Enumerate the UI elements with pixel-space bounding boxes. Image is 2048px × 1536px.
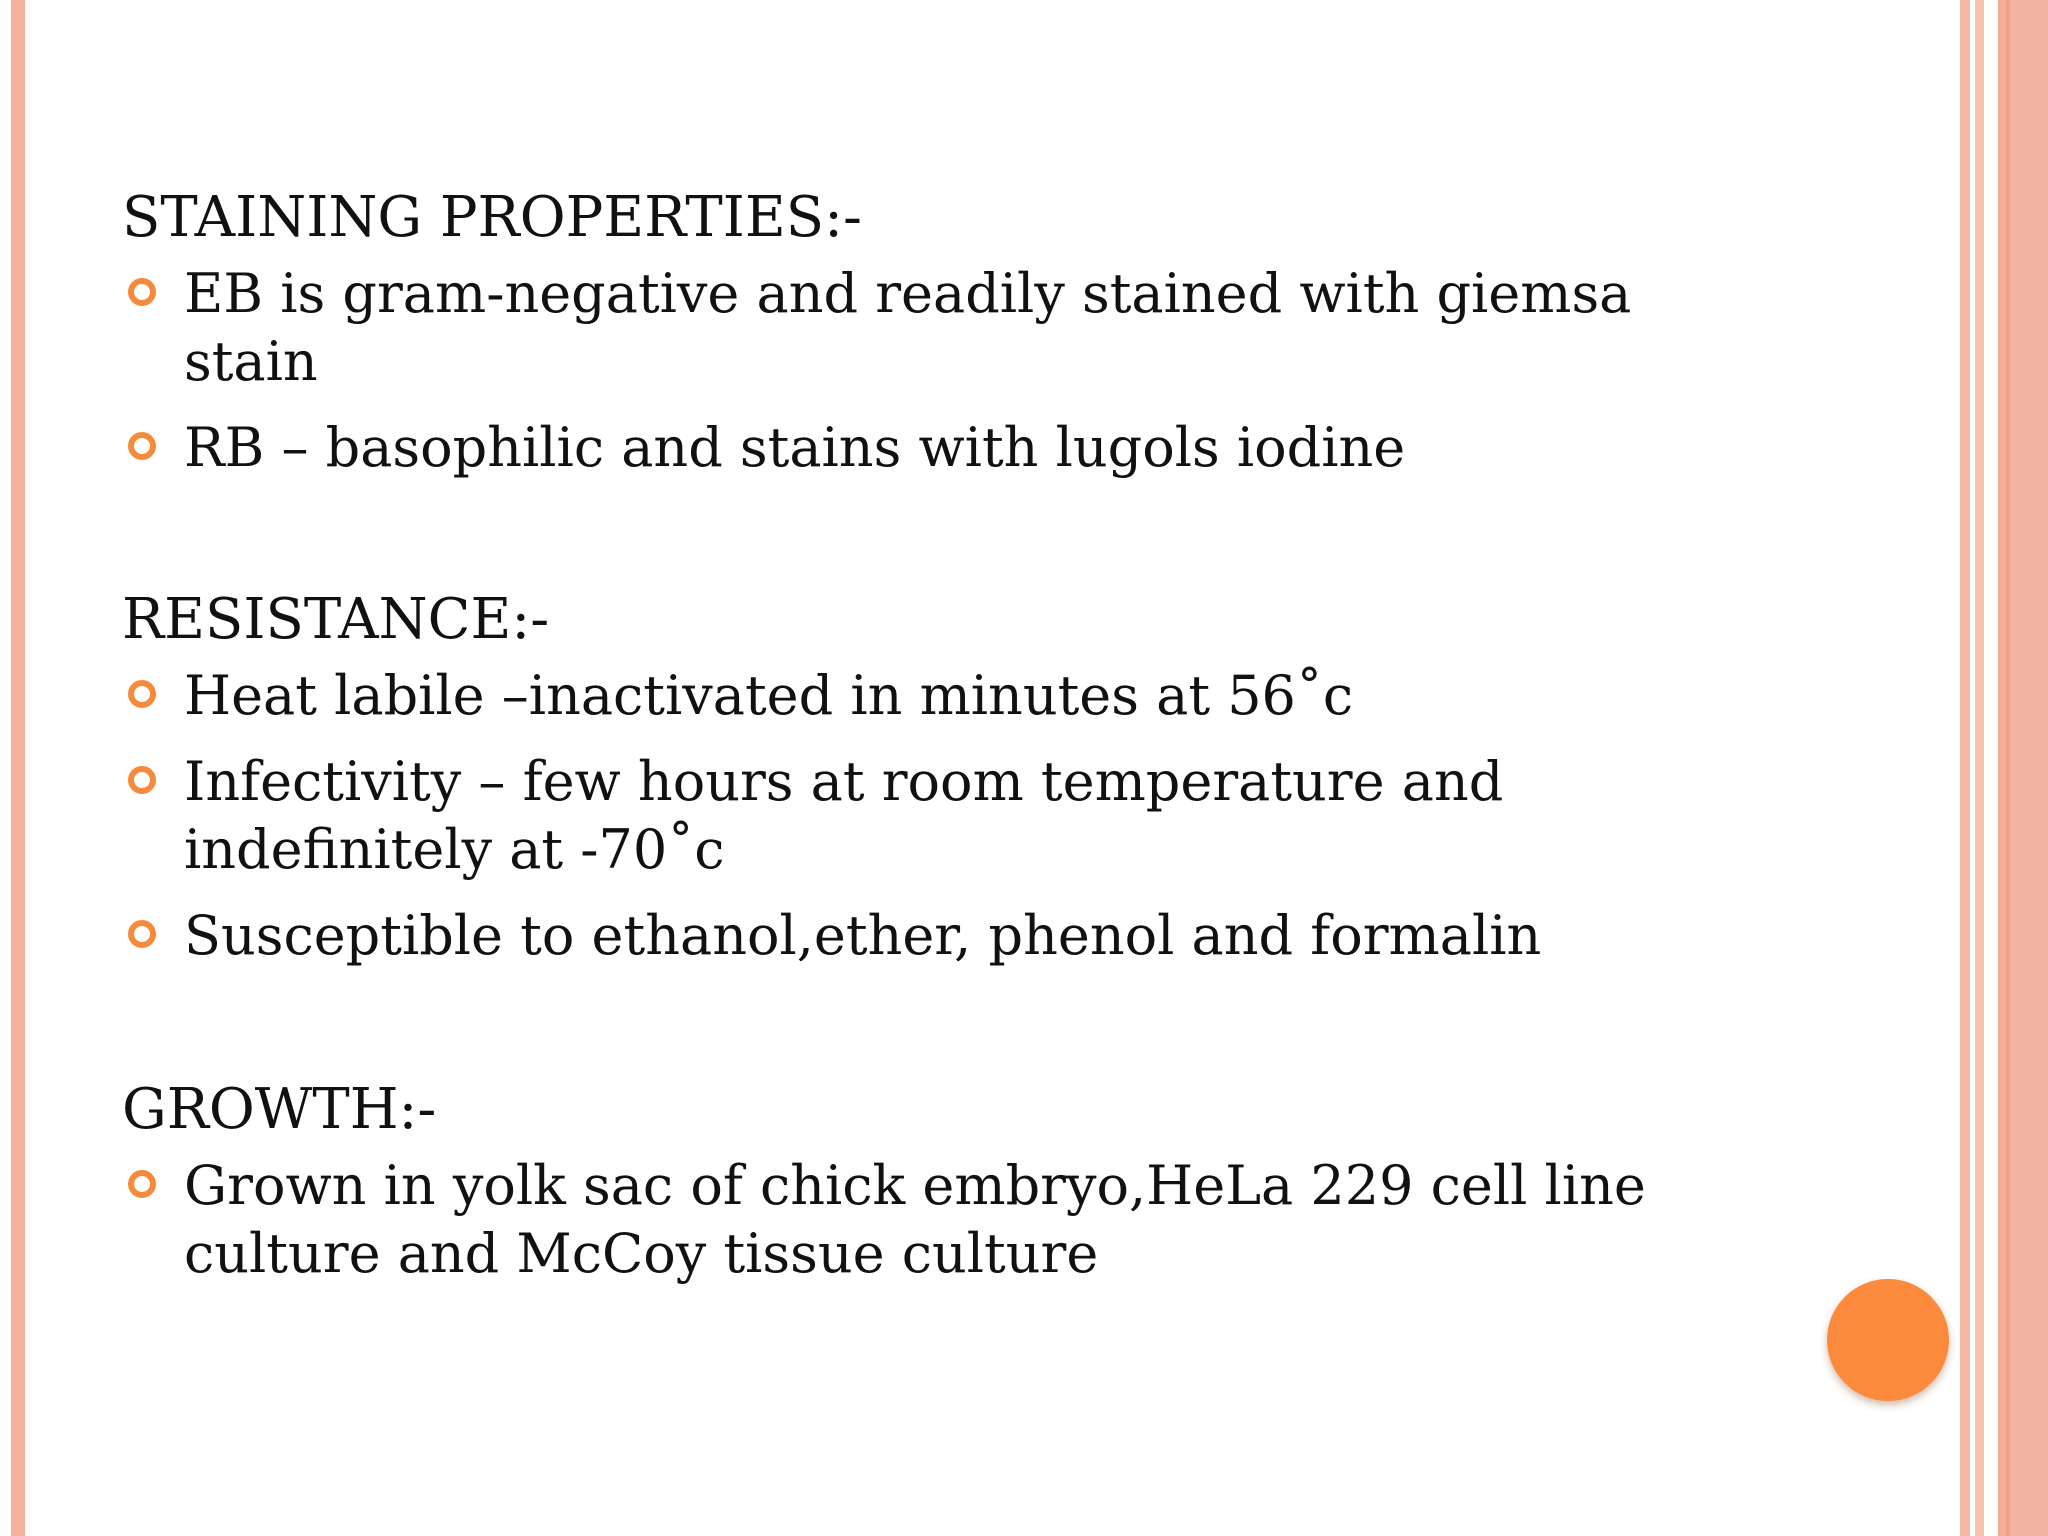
decorative-orange-circle (1827, 1279, 1949, 1401)
section-spacer (122, 988, 1902, 1076)
bullet-circle-icon (128, 278, 156, 306)
right-band (1984, 0, 1998, 1536)
bullet-item (122, 662, 1744, 730)
left-decorative-stripe (11, 0, 25, 1536)
bullet-text: Susceptible to ethanol,ether, phenol and formalin (184, 904, 1542, 967)
bullet-circle-icon (128, 432, 156, 460)
bullet-item (122, 748, 1584, 884)
bullet-text: RB – basophilic and stains with lugols iodine (184, 416, 1406, 479)
bullet-circle-icon (128, 920, 156, 948)
bullet-circle-icon (128, 1170, 156, 1198)
bullet-text: Grown in yolk sac of chick embryo,HeLa 229 cell line culture and McCoy tissue culture (184, 1154, 1646, 1285)
section-heading-growth: GROWTH:- (122, 1077, 437, 1142)
section-heading-resistance: RESISTANCE:- (122, 587, 550, 652)
right-band (1975, 0, 1984, 1536)
bullet-item (122, 414, 1744, 482)
bullet-text: Heat labile –inactivated in minutes at 56˚c (184, 664, 1354, 727)
bullet-circle-icon (128, 766, 156, 794)
section-heading-staining: STAINING PROPERTIES:- (122, 185, 862, 250)
bullet-item (122, 260, 1744, 396)
section-spacer (122, 500, 1902, 586)
growth-bullet-list (122, 1152, 1902, 1288)
bullet-item (122, 1152, 1684, 1288)
right-band (1998, 0, 2006, 1536)
bullet-item (122, 902, 1744, 970)
resistance-bullet-list (122, 662, 1902, 970)
slide-content (122, 184, 1902, 1306)
right-band (2010, 0, 2048, 1536)
bullet-text: EB is gram-negative and readily stained with giemsa stain (184, 262, 1632, 393)
bullet-circle-icon (128, 680, 156, 708)
bullet-text: Infectivity – few hours at room temperature and indefinitely at -70˚c (184, 750, 1504, 881)
staining-bullet-list (122, 260, 1902, 482)
right-decorative-bands (1960, 0, 2048, 1536)
right-band (1960, 0, 1970, 1536)
